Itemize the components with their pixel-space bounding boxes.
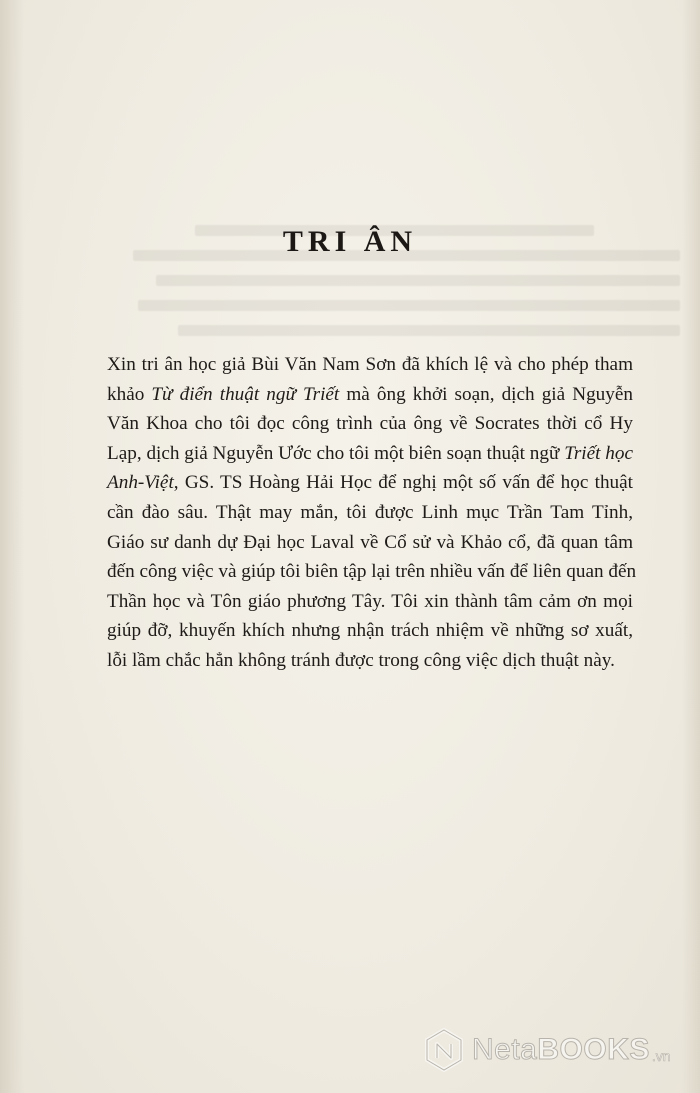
text-run: khảo	[107, 383, 152, 405]
page-edge-shadow-right	[682, 0, 700, 1093]
text-run: Lạp, dịch giả Nguyễn Ước cho tôi một biên soạn thuật ngữ	[107, 442, 565, 464]
text-run: , GS. TS Hoàng Hải Học để nghị một số vấn để học thuật	[173, 472, 633, 494]
page-edge-shadow-left	[0, 0, 24, 1093]
text-run: giúp đỡ, khuyến khích nhưng nhận trách nhiệm về những sơ xuất,	[107, 620, 633, 642]
text-line	[107, 587, 633, 617]
watermark-brand-bold: BOOKS	[537, 1033, 650, 1066]
text-line	[107, 439, 633, 469]
text-line	[107, 528, 633, 558]
text-line	[107, 646, 633, 676]
text-run: lỗi lầm chắc hẳn không tránh được trong công việc dịch thuật này.	[107, 649, 615, 671]
text-line	[107, 557, 637, 587]
text-run: Giáo sư danh dự Đại học Laval về Cổ sử và Khảo cổ, đã quan tâm	[107, 531, 633, 553]
text-line	[107, 409, 633, 439]
italic-title-run: Triết học	[564, 442, 633, 464]
text-line	[107, 350, 633, 380]
text-line	[107, 380, 633, 410]
watermark-brand	[472, 1035, 650, 1065]
netabooks-logo-icon	[424, 1028, 464, 1072]
text-line	[107, 468, 633, 498]
text-run: Văn Khoa cho tôi đọc công trình của ông về Socrates thời cổ Hy	[107, 413, 633, 435]
page-title: TRI ÂN	[282, 225, 418, 258]
watermark-brand-light: Neta	[472, 1033, 538, 1066]
text-run: Xin tri ân học giả Bùi Văn Nam Sơn đã khích lệ và cho phép tham	[107, 354, 633, 375]
text-line	[107, 498, 633, 528]
acknowledgement-paragraph	[107, 350, 637, 676]
watermark-suffix: .vn	[651, 1048, 671, 1064]
netabooks-watermark	[424, 1024, 671, 1076]
text-run: cần đào sâu. Thật may mắn, tôi được Linh mục Trần Tam Tỉnh,	[107, 501, 633, 523]
text-run: mà ông khởi soạn, dịch giả Nguyễn	[339, 383, 633, 405]
text-line	[107, 616, 633, 646]
text-run: Thần học và Tôn giáo phương Tây. Tôi xin thành tâm cảm ơn mọi	[107, 590, 633, 612]
text-run: đến công việc và giúp tôi biên tập lại trên nhiều vấn để liên quan đến	[107, 561, 637, 583]
italic-title-run: Từ điển thuật ngữ Triết	[151, 383, 340, 405]
italic-title-run: Anh-Việt	[107, 472, 174, 494]
